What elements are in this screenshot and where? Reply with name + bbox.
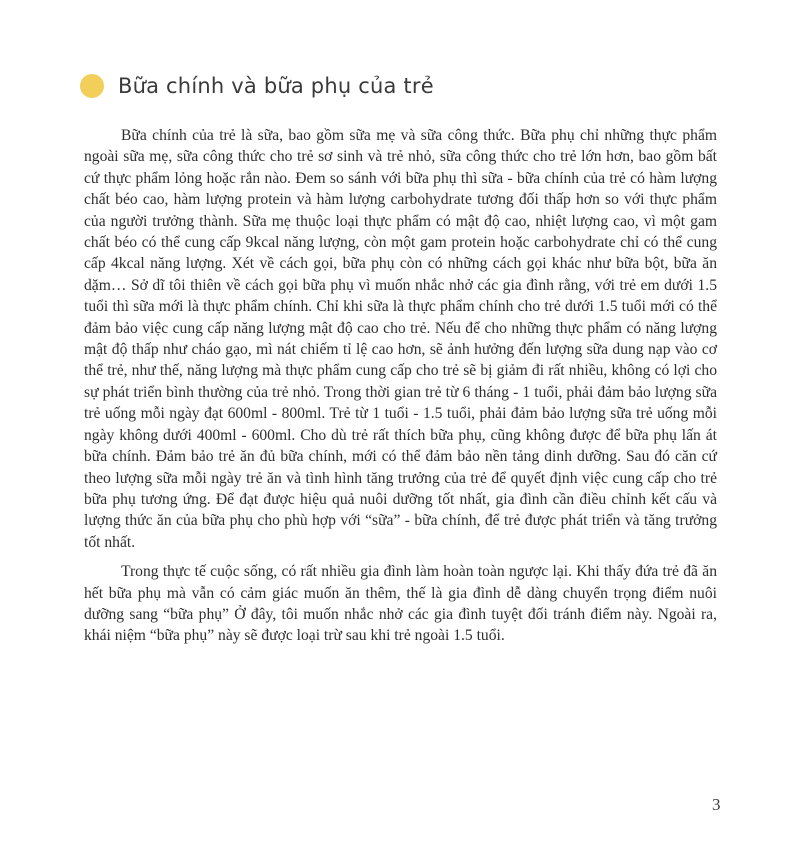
page-number: 3 — [712, 795, 721, 814]
section-heading — [80, 74, 434, 98]
body-text — [84, 125, 717, 647]
circle-bullet-icon — [80, 74, 104, 98]
paragraph: Bữa chính của trẻ là sữa, bao gồm sữa mẹ và sữa công thức. Bữa phụ chỉ những thực phẩm ngoài sữa mẹ, sữa công thức cho trẻ sơ sinh và trẻ nhỏ, sữa công thức cho trẻ lớn hơn, bao gồm bất cứ thực phẩm lỏng hoặc rắn nào. Đem so sánh với bữa phụ thì sữa - bữa chính của trẻ có hàm lượng chất béo cao, hàm lượng protein và hàm lượng carbohydrate tương đối thấp hơn so với thực phẩm của người trưởng thành. Sữa mẹ thuộc loại thực phẩm có mật độ cao, nhiệt lượng cao, vì một gam chất béo có thể cung cấp 9kcal năng lượng, còn một gam protein hoặc carbohydrate chỉ có thể cung cấp 4kcal năng lượng. Xét về cách gọi, bữa phụ còn có những cách gọi khác như bữa bột, bữa ăn dặm… Sở dĩ tôi thiên về cách gọi bữa phụ vì muốn nhắc nhở các gia đình rằng, với trẻ em dưới 1.5 tuổi thì sữa mới là thực phẩm chính. Chỉ khi sữa là thực phẩm chính cho trẻ dưới 1.5 tuổi mới có thể đảm bảo việc cung cấp năng lượng mật độ cao cho trẻ. Nếu để cho những thực phẩm có năng lượng mật độ thấp như cháo gạo, mì nát chiếm tỉ lệ cao hơn, sẽ ảnh hưởng đến lượng sữa dung nạp vào cơ thể trẻ, như thế, năng lượng mà thực phẩm cung cấp cho trẻ sẽ bị giảm đi rất nhiều, không có lợi cho sự phát triển bình thường của trẻ nhỏ. Trong thời gian trẻ từ 6 tháng - 1 tuổi, phải đảm bảo lượng sữa trẻ uống mỗi ngày đạt 600ml - 800ml. Trẻ từ 1 tuổi - 1.5 tuổi, phải đảm bảo lượng sữa trẻ uống mỗi ngày không dưới 400ml - 600ml. Cho dù trẻ rất thích bữa phụ, cũng không được để bữa phụ lấn át bữa chính. Đảm bảo trẻ ăn đủ bữa chính, mới có thể đảm bảo nền tảng dinh dưỡng. Sau đó căn cứ theo lượng sữa mỗi ngày trẻ ăn và tình hình tăng trưởng của trẻ để quyết định việc cung cấp cho trẻ bữa phụ tương ứng. Để đạt được hiệu quả nuôi dưỡng tốt nhất, gia đình cần điều chỉnh kết cấu và lượng thức ăn của bữa phụ cho phù hợp với “sữa” - bữa chính, để trẻ được phát triển và tăng trưởng tốt nhất. — [84, 127, 717, 551]
paragraph: Trong thực tế cuộc sống, có rất nhiều gia đình làm hoàn toàn ngược lại. Khi thấy đứa trẻ đã ăn hết bữa phụ mà vẫn có cảm giác muốn ăn thêm, thế là gia đình dễ dàng chuyển trọng điểm nuôi dưỡng sang “bữa phụ” Ở đây, tôi muốn nhắc nhở các gia đình tuyệt đối tránh điểm này. Ngoài ra, khái niệm “bữa phụ” này sẽ được loại trừ sau khi trẻ ngoài 1.5 tuổi. — [84, 563, 717, 645]
heading-title: Bữa chính và bữa phụ của trẻ — [118, 74, 434, 98]
